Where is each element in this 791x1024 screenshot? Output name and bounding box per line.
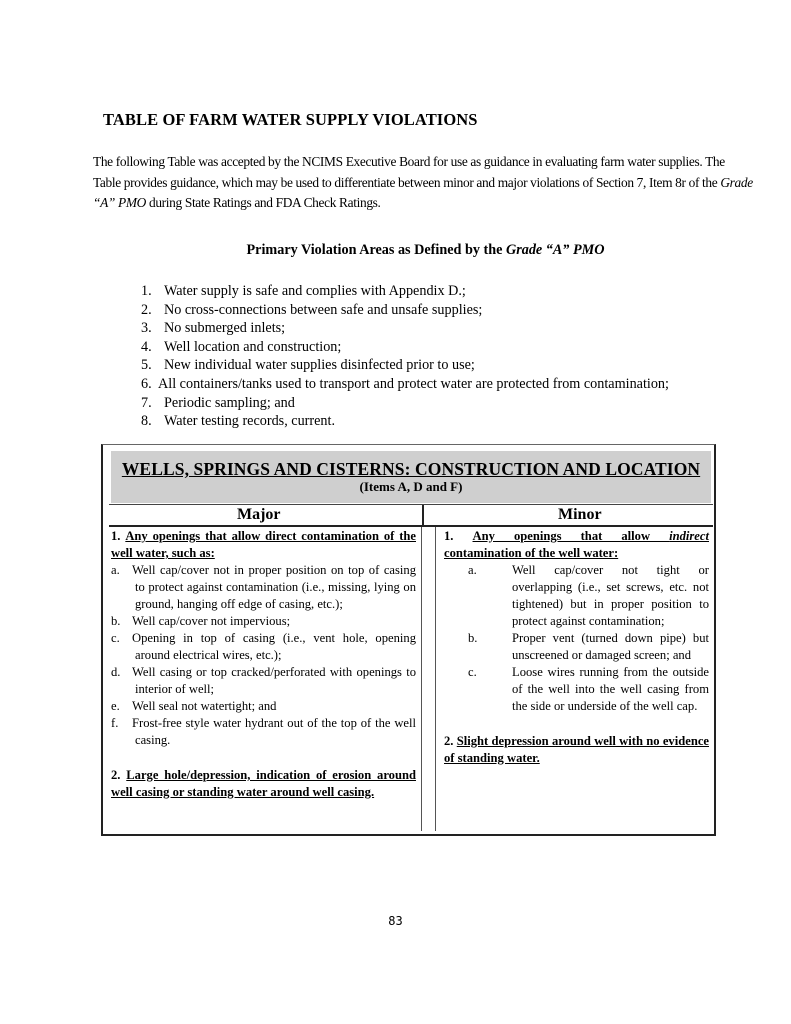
list-item <box>141 282 669 301</box>
list-item-number: 7. <box>141 394 152 411</box>
minor-column-header: Minor <box>558 506 602 523</box>
item-number: 2. <box>111 768 121 782</box>
minor-item-2-heading <box>444 733 709 767</box>
list-item-text: Water supply is safe and complies with Appendix D.; <box>164 283 466 299</box>
major-column-header: Major <box>237 506 281 523</box>
sub-item-text: Well casing or top cracked/perforated with openings to interior of well; <box>132 665 416 696</box>
list-item <box>141 412 669 431</box>
sub-item-letter: a. <box>468 563 477 577</box>
item-heading-text: Slight depression around well with no evidence of standing water. <box>444 734 709 765</box>
column-divider <box>421 527 436 831</box>
list-item <box>111 698 416 715</box>
list-item <box>111 715 416 749</box>
column-headers <box>109 504 713 527</box>
intro-text-part1: The following Table was accepted by the NCIMS Executive Board for use as guidance in evaluating farm water supplies. The Table provides guidance, which may be used to differentiate between minor and major violations of Section 7, Item 8r of the <box>93 154 725 190</box>
violation-areas-list <box>141 282 669 431</box>
item-number: 1. <box>444 529 454 543</box>
sub-item-text: Well seal not watertight; and <box>132 699 277 713</box>
violation-areas-heading <box>0 242 791 259</box>
sub-item-letter: a. <box>111 563 120 577</box>
table-subtitle: (Items A, D and F) <box>359 479 463 494</box>
list-item <box>141 375 669 394</box>
column-divider <box>422 505 424 525</box>
sub-item-text: Loose wires running from the outside of the well into the well casing from the side or underside of the well cap. <box>512 665 709 713</box>
list-item <box>444 562 709 630</box>
list-item <box>141 319 669 338</box>
list-item-number: 5. <box>141 357 152 374</box>
list-item-number: 8. <box>141 413 152 430</box>
sub-item-text: Well cap/cover not impervious; <box>132 614 291 628</box>
table-title: WELLS, SPRINGS AND CISTERNS: CONSTRUCTION AND LOCATION <box>121 459 701 479</box>
list-item-text: All containers/tanks used to transport and protect water are protected from contamination; <box>158 375 669 392</box>
subheading-pmo-italic: Grade “A” PMO <box>505 242 605 258</box>
sub-item-letter: c. <box>111 631 120 645</box>
list-item <box>111 613 416 630</box>
subheading-text: Primary Violation Areas as Defined by the <box>246 242 506 258</box>
minor-violations-cell <box>444 528 709 767</box>
list-item-text: No cross-connections between safe and unsafe supplies; <box>164 301 483 318</box>
list-item <box>111 562 416 613</box>
page-number: 83 <box>388 914 403 928</box>
list-item-text: No submerged inlets; <box>164 320 286 337</box>
item-heading-text <box>444 529 709 560</box>
list-item-number: 4. <box>141 338 152 355</box>
sub-item-text: Opening in top of casing (i.e., vent hole, opening around electrical wires, etc.); <box>132 631 416 662</box>
list-item <box>111 664 416 698</box>
list-item <box>444 630 709 664</box>
violations-table <box>101 444 716 836</box>
list-item-text: Water testing records, current. <box>164 413 336 430</box>
sub-item-text: Proper vent (turned down pipe) but unscreened or damaged screen; and <box>512 631 709 662</box>
major-item-2-heading <box>111 767 416 801</box>
list-item-number: 6. <box>141 375 152 392</box>
item-heading-text: Any openings that allow direct contamination of the well water, such as: <box>111 529 416 560</box>
item-number: 1. <box>111 529 121 543</box>
major-violations-cell <box>111 528 416 801</box>
list-item-text: New individual water supplies disinfected prior to use; <box>164 357 475 374</box>
item-heading-italic: indirect <box>669 529 709 543</box>
intro-pmo-italic: Grade “A” PMO <box>93 174 753 210</box>
spacer <box>444 715 709 733</box>
sub-item-letter: e. <box>111 699 120 713</box>
list-item <box>111 630 416 664</box>
sub-item-letter: b. <box>111 614 121 628</box>
intro-text-part2: during State Ratings and FDA Check Ratings. <box>145 195 381 210</box>
list-item <box>141 356 669 375</box>
sub-item-text: Frost-free style water hydrant out of the top of the well casing. <box>132 716 416 747</box>
list-item-number: 2. <box>141 301 152 318</box>
sub-item-letter: c. <box>468 665 477 679</box>
item-heading-text: Large hole/depression, indication of erosion around well casing or standing water around well casing. <box>111 768 416 799</box>
spacer <box>111 749 416 767</box>
table-header <box>111 451 711 503</box>
list-item <box>444 664 709 715</box>
list-item <box>141 394 669 413</box>
minor-item-1-heading <box>444 528 709 562</box>
list-item-text: Periodic sampling; and <box>164 394 295 411</box>
item-heading-part1: Any openings that allow <box>472 529 670 543</box>
major-item-1-heading <box>111 528 416 562</box>
list-item-number: 3. <box>141 320 152 337</box>
list-item <box>141 301 669 320</box>
sub-item-text: Well cap/cover not tight or overlapping (i.e., set screws, etc. not tightened) but in proper position to protect against contamination; <box>512 563 709 628</box>
page-title: TABLE OF FARM WATER SUPPLY VIOLATIONS <box>103 110 478 129</box>
sub-item-letter: b. <box>468 631 478 645</box>
list-item-text: Well location and construction; <box>164 338 342 355</box>
list-item <box>141 338 669 357</box>
list-item-number: 1. <box>141 283 152 299</box>
item-number: 2. <box>444 734 454 748</box>
intro-paragraph <box>93 152 753 214</box>
item-heading-part2: contamination of the well water: <box>444 546 619 560</box>
sub-item-text: Well cap/cover not in proper position on top of casing to protect against contamination (i.e., missing, lying on ground, hanging off edge of casing, etc.); <box>132 563 416 611</box>
sub-item-letter: d. <box>111 665 121 679</box>
sub-item-letter: f. <box>111 716 119 730</box>
